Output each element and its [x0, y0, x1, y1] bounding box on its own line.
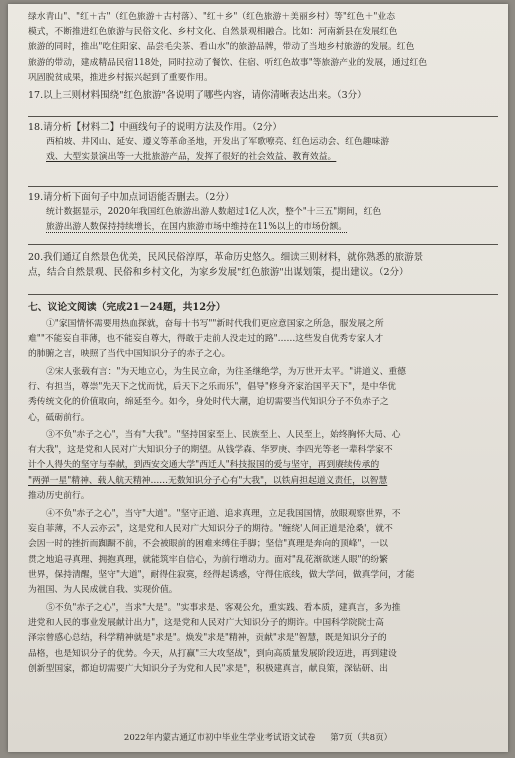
answer-line[interactable]	[28, 294, 498, 295]
paragraph-3	[28, 428, 498, 504]
text-line: 泽宗曾感心总结，科学精神就是"求是"。焕发"求是"精神，贡献"求是"智慧，既是知识分子的	[28, 633, 387, 644]
page-footer	[8, 731, 508, 743]
question-20-line: 点，结合自然景观、民俗和乡村文化，为家乡发展"红色旅游"出谋划策，提出建议。（2分）	[28, 267, 409, 279]
question-20-line: 20.我们通辽自然景色优美，民风民俗淳厚，革命历史悠久。细读三则材料，就你熟悉的旅游景	[28, 252, 424, 263]
question-18-text: 18.请分析【材料二】中画线句子的说明方法及作用。（2分）	[28, 122, 282, 133]
quote-line: 西柏坡、井冈山、延安、遵义等革命圣地，开发出了军歌嘹亮、红色运动会、红色趣味游	[46, 137, 390, 148]
question-19-text: 19.请分析下面句子中加点词语能否删去。（2分）	[28, 192, 235, 203]
text-line: 品格，也是知识分子的优势。今天，从打赢"三大攻坚战"，到向高质量发展阶段迈进，再到建设	[28, 648, 397, 659]
section-heading: 七、议论文阅读（完成21－24题，共12分）	[28, 302, 226, 313]
dotted-sentence: 旅游出游人数保持持续增长，在国内旅游市场中维持在11%以上的市场份额。	[46, 222, 348, 233]
paragraph-2	[28, 365, 498, 426]
quote-line: 统计数据显示，2020年我国红色旅游出游人数超过1亿人次，整个"十三五"期间，红色	[46, 207, 382, 218]
page-number: 第7页（共8页）	[330, 733, 393, 743]
text-line: 妄自菲薄，不人云亦云"，这是党和人民对广大知识分子的期待。"缠绕'人间正道是沧桑'，就不	[28, 524, 393, 535]
material-three-text	[28, 10, 498, 86]
text-line: 行、有担当，尊崇"先天下之忧而忧，后天下之乐而乐"，倡导"修身齐家治国平天下"，是中华优	[28, 382, 397, 393]
text-line: ⑤不负"赤子之心"，当求"大是"。"实事求是、客观公允，重实践、看本质，建真言，多为推	[46, 603, 401, 613]
text-line: 世界，保持清醒，坚守"大道"，耐得住寂寞，经得起诱惑，守得住底线，做大学问，做真学问，才能	[28, 569, 415, 580]
underlined-line: 计个人得失的坚守与奉献，到西安交通大学"西迁人"科技报国的爱与坚守，再到赓续传承的	[28, 460, 380, 471]
answer-line[interactable]	[28, 244, 498, 245]
paragraph-4	[28, 507, 498, 598]
answer-line[interactable]	[28, 186, 498, 187]
text-line: ②宋人张载有言："为天地立心，为生民立命，为往圣继绝学，为万世开太平。"讲道义、重德	[46, 367, 406, 377]
text-line: 绿水青山"、"红＋古"（红色旅游＋古村落）、"红＋乡"（红色旅游＋美丽乡村）等"红色＋"业态	[28, 12, 396, 22]
section-seven	[28, 300, 498, 315]
text-line: 有大我"，这是党和人民对广大知识分子的期望。从钱学森、华罗庚、李四光等老一辈科学家不	[28, 445, 393, 456]
text-line: 模式，不断推进红色旅游与民俗文化、乡村文化、自然景观相融合。比如：河南新县在发展红色	[28, 27, 398, 38]
text-line: 巩固脱贫成果，推进乡村振兴起到了重要作用。	[28, 72, 213, 83]
question-19	[28, 190, 498, 236]
underlined-sentence: 戏、大型实景演出等一大批旅游产品，发挥了很好的社会效益、教育效益。	[46, 152, 337, 163]
question-17	[28, 88, 498, 103]
question-17-text: 17.以上三则材料围绕"红色旅游"各说明了哪些内容，请你清晰表达出来。（3分）	[28, 90, 367, 101]
text-line: 为祖国、为人民成就自我、实现价值。	[28, 585, 178, 596]
text-line: 的肺腑之言，映照了当代中国知识分子的赤子之心。	[28, 349, 231, 360]
paragraph-1	[28, 317, 498, 363]
question-18	[28, 120, 498, 166]
text-line: 难""不能妄自菲薄，也不能妄自尊大，得敢于走前人没走过的路"……这些发自优秀专家人才	[28, 334, 384, 345]
text-line: ①"家国情怀需要用热血探就，奋每十书写""新时代我们更应意国家之所急，服发展之所	[46, 319, 384, 329]
text-line: 旅游的带动，建成精品民宿118处，同时拉动了餐饮、住宿、听红色故事"等旅游产业的发展，通过红色	[28, 57, 428, 68]
text-line: 心，砥砺前行。	[28, 412, 90, 423]
text-line: 进党和人民的事业发展献计出力"，这是党和人民对广大知识分子的期许。中国科学院院士高	[28, 618, 384, 629]
text-line: 创新型国家，都迫切需要广大知识分子为党和人民"求是"，积极建真言，献良策，深钻研、出	[28, 663, 388, 674]
text-line: 旅游的同时，推出"吃住阳家、品尝毛尖茶、看山水"的旅游品牌，带动了当地乡村旅游的发展。红色	[28, 42, 415, 53]
exam-title: 2022年内蒙古通辽市初中毕业生学业考试语文试卷	[123, 733, 316, 743]
text-line: ④不负"赤子之心"，当守"大道"。"坚守正道、追求真理，立足我国国情，放眼观察世界，不	[46, 509, 401, 519]
text-line: 会因一时的挫折而踟蹰不前，不会被眼前的困难来缚住手脚；坚信"真理是奔向的顶峰"，一以	[28, 539, 388, 550]
text-line: 秀传统文化的价值取向，绵延至今。如今，身处时代大潮，迫切需要当代知识分子不负赤子之	[28, 397, 389, 408]
exam-page	[8, 4, 508, 752]
paragraph-5	[28, 601, 498, 677]
answer-line[interactable]	[28, 116, 498, 117]
underlined-line: "两弹一星"精神、载人航天精神……无数知识分子心有"大我"，以铁肩担起道义责任，以智慧	[28, 475, 388, 486]
question-20	[28, 250, 498, 280]
text-line: ③不负"赤子之心"，当有"大我"。"坚持国家至上、民族至上、人民至上，始终胸怀大局、心	[46, 430, 401, 440]
text-line: 贯之地追寻真理、拥抱真理，就能筑牢自信心，为前行增动力。面对"乱花渐欲迷人眼"的纷繁	[28, 554, 388, 565]
text-line: 推动历史前行。	[28, 490, 90, 501]
